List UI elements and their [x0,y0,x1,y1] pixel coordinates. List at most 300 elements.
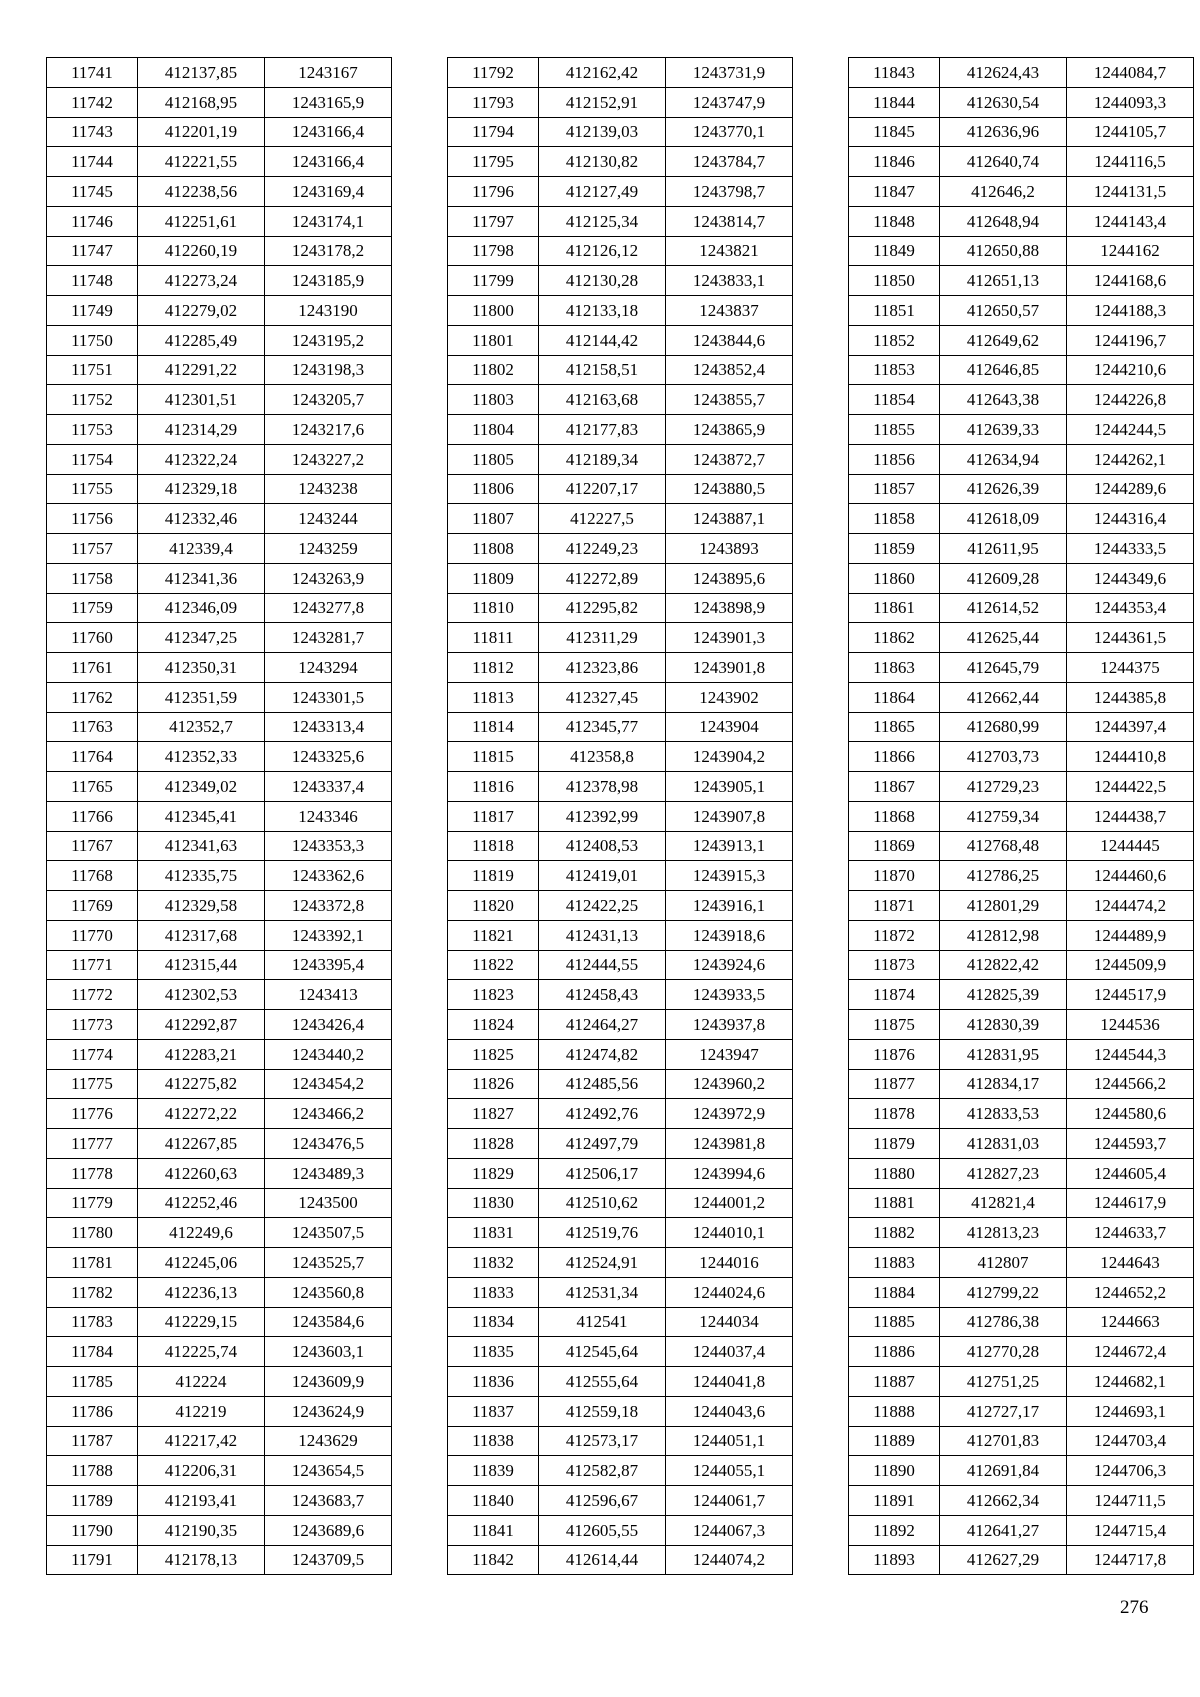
table-row [47,623,392,653]
x-coordinate-cell: 412339,4 [138,534,265,564]
x-coordinate-cell: 412759,34 [940,801,1067,831]
point-number-cell: 11834 [448,1307,539,1337]
x-coordinate-cell: 412650,88 [940,236,1067,266]
y-coordinate-cell: 1243814,7 [666,206,793,236]
point-number-cell: 11856 [849,444,940,474]
x-coordinate-cell: 412163,68 [539,385,666,415]
point-number-cell: 11885 [849,1307,940,1337]
point-number-cell: 11818 [448,831,539,861]
x-coordinate-cell: 412190,35 [138,1515,265,1545]
table-row [47,1010,392,1040]
x-coordinate-cell: 412295,82 [539,593,666,623]
table-row [849,58,1194,88]
x-coordinate-cell: 412506,17 [539,1158,666,1188]
point-number-cell: 11809 [448,563,539,593]
table-row [849,1188,1194,1218]
table-row [47,1099,392,1129]
y-coordinate-cell: 1243821 [666,236,793,266]
point-number-cell: 11827 [448,1099,539,1129]
y-coordinate-cell: 1244333,5 [1067,534,1194,564]
table-row [849,1248,1194,1278]
point-number-cell: 11799 [448,266,539,296]
point-number-cell: 11864 [849,682,940,712]
x-coordinate-cell: 412485,56 [539,1069,666,1099]
point-number-cell: 11892 [849,1515,940,1545]
point-number-cell: 11759 [47,593,138,623]
point-number-cell: 11806 [448,474,539,504]
point-number-cell: 11830 [448,1188,539,1218]
point-number-cell: 11850 [849,266,940,296]
table-row [849,206,1194,236]
table-row [849,920,1194,950]
table-row [849,325,1194,355]
table-row [849,1367,1194,1397]
point-number-cell: 11877 [849,1069,940,1099]
y-coordinate-cell: 1243855,7 [666,385,793,415]
table-row [849,653,1194,683]
x-coordinate-cell: 412822,42 [940,950,1067,980]
y-coordinate-cell: 1243887,1 [666,504,793,534]
table-row [448,801,793,831]
table-row [47,147,392,177]
point-number-cell: 11891 [849,1486,940,1516]
x-coordinate-cell: 412812,98 [940,920,1067,950]
point-number-cell: 11798 [448,236,539,266]
y-coordinate-cell: 1243880,5 [666,474,793,504]
point-number-cell: 11825 [448,1039,539,1069]
x-coordinate-cell: 412283,21 [138,1039,265,1069]
y-coordinate-cell: 1244438,7 [1067,801,1194,831]
y-coordinate-cell: 1244682,1 [1067,1367,1194,1397]
x-coordinate-cell: 412358,8 [539,742,666,772]
point-number-cell: 11773 [47,1010,138,1040]
table-row [849,1396,1194,1426]
table-row [849,950,1194,980]
y-coordinate-cell: 1243709,5 [265,1545,392,1575]
x-coordinate-cell: 412799,22 [940,1277,1067,1307]
x-coordinate-cell: 412177,83 [539,415,666,445]
x-coordinate-cell: 412221,55 [138,147,265,177]
point-number-cell: 11816 [448,772,539,802]
point-number-cell: 11744 [47,147,138,177]
x-coordinate-cell: 412643,38 [940,385,1067,415]
x-coordinate-cell: 412133,18 [539,296,666,326]
y-coordinate-cell: 1243937,8 [666,1010,793,1040]
y-coordinate-cell: 1243178,2 [265,236,392,266]
x-coordinate-cell: 412639,33 [940,415,1067,445]
x-coordinate-cell: 412260,63 [138,1158,265,1188]
table-row [849,831,1194,861]
table-row [448,1277,793,1307]
y-coordinate-cell: 1243440,2 [265,1039,392,1069]
y-coordinate-cell: 1243500 [265,1188,392,1218]
point-number-cell: 11826 [448,1069,539,1099]
point-number-cell: 11746 [47,206,138,236]
x-coordinate-cell: 412573,17 [539,1426,666,1456]
table-row [47,117,392,147]
y-coordinate-cell: 1243476,5 [265,1129,392,1159]
x-coordinate-cell: 412168,95 [138,87,265,117]
point-number-cell: 11823 [448,980,539,1010]
y-coordinate-cell: 1243454,2 [265,1069,392,1099]
x-coordinate-cell: 412219 [138,1396,265,1426]
table-row [47,742,392,772]
point-number-cell: 11849 [849,236,940,266]
point-number-cell: 11887 [849,1367,940,1397]
point-number-cell: 11801 [448,325,539,355]
y-coordinate-cell: 1243609,9 [265,1367,392,1397]
x-coordinate-cell: 412279,02 [138,296,265,326]
x-coordinate-cell: 412144,42 [539,325,666,355]
table-row [47,444,392,474]
x-coordinate-cell: 412786,25 [940,861,1067,891]
y-coordinate-cell: 1244652,2 [1067,1277,1194,1307]
table-row [849,980,1194,1010]
y-coordinate-cell: 1244617,9 [1067,1188,1194,1218]
y-coordinate-cell: 1243893 [666,534,793,564]
y-coordinate-cell: 1243185,9 [265,266,392,296]
table-row [448,1099,793,1129]
table-row [448,1515,793,1545]
x-coordinate-cell: 412431,13 [539,920,666,950]
y-coordinate-cell: 1244544,3 [1067,1039,1194,1069]
x-coordinate-cell: 412464,27 [539,1010,666,1040]
table-row [849,1129,1194,1159]
x-coordinate-cell: 412178,13 [138,1545,265,1575]
y-coordinate-cell: 1244517,9 [1067,980,1194,1010]
y-coordinate-cell: 1244055,1 [666,1456,793,1486]
table-row [849,1456,1194,1486]
table-row [849,385,1194,415]
point-number-cell: 11797 [448,206,539,236]
point-number-cell: 11820 [448,891,539,921]
table-row [47,801,392,831]
y-coordinate-cell: 1243413 [265,980,392,1010]
y-coordinate-cell: 1244605,4 [1067,1158,1194,1188]
y-coordinate-cell: 1244422,5 [1067,772,1194,802]
y-coordinate-cell: 1243603,1 [265,1337,392,1367]
x-coordinate-cell: 412311,29 [539,623,666,653]
x-coordinate-cell: 412559,18 [539,1396,666,1426]
y-coordinate-cell: 1243933,5 [666,980,793,1010]
point-number-cell: 11786 [47,1396,138,1426]
y-coordinate-cell: 1244717,8 [1067,1545,1194,1575]
point-number-cell: 11776 [47,1099,138,1129]
table-row [849,801,1194,831]
y-coordinate-cell: 1244361,5 [1067,623,1194,653]
point-number-cell: 11802 [448,355,539,385]
x-coordinate-cell: 412345,41 [138,801,265,831]
table-row [47,980,392,1010]
x-coordinate-cell: 412273,24 [138,266,265,296]
y-coordinate-cell: 1244349,6 [1067,563,1194,593]
table-row [849,504,1194,534]
y-coordinate-cell: 1243918,6 [666,920,793,950]
table-row [47,415,392,445]
table-row [849,1486,1194,1516]
y-coordinate-cell: 1243174,1 [265,206,392,236]
point-number-cell: 11811 [448,623,539,653]
x-coordinate-cell: 412302,53 [138,980,265,1010]
x-coordinate-cell: 412272,22 [138,1099,265,1129]
y-coordinate-cell: 1244244,5 [1067,415,1194,445]
table-row [47,236,392,266]
x-coordinate-cell: 412751,25 [940,1367,1067,1397]
x-coordinate-cell: 412301,51 [138,385,265,415]
table-row [849,534,1194,564]
coordinate-table-1 [46,57,392,1575]
x-coordinate-cell: 412729,23 [940,772,1067,802]
x-coordinate-cell: 412207,17 [539,474,666,504]
x-coordinate-cell: 412627,29 [940,1545,1067,1575]
point-number-cell: 11805 [448,444,539,474]
table-row [849,474,1194,504]
y-coordinate-cell: 1243898,9 [666,593,793,623]
x-coordinate-cell: 412626,39 [940,474,1067,504]
x-coordinate-cell: 412625,44 [940,623,1067,653]
x-coordinate-cell: 412519,76 [539,1218,666,1248]
x-coordinate-cell: 412555,64 [539,1367,666,1397]
x-coordinate-cell: 412807 [940,1248,1067,1278]
point-number-cell: 11767 [47,831,138,861]
x-coordinate-cell: 412206,31 [138,1456,265,1486]
x-coordinate-cell: 412351,59 [138,682,265,712]
x-coordinate-cell: 412392,99 [539,801,666,831]
x-coordinate-cell: 412341,36 [138,563,265,593]
x-coordinate-cell: 412497,79 [539,1129,666,1159]
x-coordinate-cell: 412224 [138,1367,265,1397]
y-coordinate-cell: 1243301,5 [265,682,392,712]
y-coordinate-cell: 1243901,8 [666,653,793,683]
table-row [849,1069,1194,1099]
x-coordinate-cell: 412322,24 [138,444,265,474]
y-coordinate-cell: 1243902 [666,682,793,712]
y-coordinate-cell: 1244226,8 [1067,385,1194,415]
table-row [849,1010,1194,1040]
x-coordinate-cell: 412193,41 [138,1486,265,1516]
table-row [448,653,793,683]
y-coordinate-cell: 1244289,6 [1067,474,1194,504]
x-coordinate-cell: 412605,55 [539,1515,666,1545]
point-number-cell: 11854 [849,385,940,415]
point-number-cell: 11872 [849,920,940,950]
point-number-cell: 11831 [448,1218,539,1248]
y-coordinate-cell: 1243731,9 [666,58,793,88]
point-number-cell: 11871 [849,891,940,921]
y-coordinate-cell: 1243346 [265,801,392,831]
y-coordinate-cell: 1244703,4 [1067,1426,1194,1456]
x-coordinate-cell: 412524,91 [539,1248,666,1278]
table-row [849,712,1194,742]
x-coordinate-cell: 412227,5 [539,504,666,534]
y-coordinate-cell: 1243294 [265,653,392,683]
point-number-cell: 11840 [448,1486,539,1516]
point-number-cell: 11778 [47,1158,138,1188]
x-coordinate-cell: 412275,82 [138,1069,265,1099]
y-coordinate-cell: 1243584,6 [265,1307,392,1337]
point-number-cell: 11810 [448,593,539,623]
point-number-cell: 11868 [849,801,940,831]
x-coordinate-cell: 412229,15 [138,1307,265,1337]
point-number-cell: 11780 [47,1218,138,1248]
point-number-cell: 11878 [849,1099,940,1129]
point-number-cell: 11783 [47,1307,138,1337]
x-coordinate-cell: 412158,51 [539,355,666,385]
x-coordinate-cell: 412152,91 [539,87,666,117]
x-coordinate-cell: 412680,99 [940,712,1067,742]
x-coordinate-cell: 412323,86 [539,653,666,683]
y-coordinate-cell: 1243947 [666,1039,793,1069]
point-number-cell: 11879 [849,1129,940,1159]
y-coordinate-cell: 1244067,3 [666,1515,793,1545]
point-number-cell: 11881 [849,1188,940,1218]
x-coordinate-cell: 412408,53 [539,831,666,861]
y-coordinate-cell: 1244375 [1067,653,1194,683]
x-coordinate-cell: 412813,23 [940,1218,1067,1248]
x-coordinate-cell: 412245,06 [138,1248,265,1278]
table-row [448,474,793,504]
table-row [849,1426,1194,1456]
point-number-cell: 11788 [47,1456,138,1486]
y-coordinate-cell: 1243683,7 [265,1486,392,1516]
table-row [448,563,793,593]
point-number-cell: 11784 [47,1337,138,1367]
table-row [448,415,793,445]
point-number-cell: 11815 [448,742,539,772]
x-coordinate-cell: 412139,03 [539,117,666,147]
y-coordinate-cell: 1244001,2 [666,1188,793,1218]
point-number-cell: 11836 [448,1367,539,1397]
point-number-cell: 11813 [448,682,539,712]
point-number-cell: 11790 [47,1515,138,1545]
y-coordinate-cell: 1243325,6 [265,742,392,772]
y-coordinate-cell: 1243901,3 [666,623,793,653]
table-row [47,593,392,623]
y-coordinate-cell: 1244116,5 [1067,147,1194,177]
x-coordinate-cell: 412249,23 [539,534,666,564]
table-row [47,296,392,326]
y-coordinate-cell: 1244706,3 [1067,1456,1194,1486]
point-number-cell: 11819 [448,861,539,891]
table-row [448,1248,793,1278]
x-coordinate-cell: 412217,42 [138,1426,265,1456]
table-row [448,504,793,534]
x-coordinate-cell: 412458,43 [539,980,666,1010]
y-coordinate-cell: 1244196,7 [1067,325,1194,355]
y-coordinate-cell: 1243913,1 [666,831,793,861]
y-coordinate-cell: 1244715,4 [1067,1515,1194,1545]
x-coordinate-cell: 412260,19 [138,236,265,266]
table-row [47,385,392,415]
x-coordinate-cell: 412770,28 [940,1337,1067,1367]
y-coordinate-cell: 1244131,5 [1067,177,1194,207]
x-coordinate-cell: 412345,77 [539,712,666,742]
y-coordinate-cell: 1243924,6 [666,950,793,980]
y-coordinate-cell: 1244580,6 [1067,1099,1194,1129]
table-row [47,831,392,861]
x-coordinate-cell: 412833,53 [940,1099,1067,1129]
point-number-cell: 11865 [849,712,940,742]
y-coordinate-cell: 1243560,8 [265,1277,392,1307]
table-row [849,444,1194,474]
coordinate-table-2 [447,57,793,1575]
x-coordinate-cell: 412703,73 [940,742,1067,772]
table-row [849,1307,1194,1337]
point-number-cell: 11782 [47,1277,138,1307]
point-number-cell: 11847 [849,177,940,207]
point-number-cell: 11808 [448,534,539,564]
table-row [448,296,793,326]
point-number-cell: 11814 [448,712,539,742]
point-number-cell: 11874 [849,980,940,1010]
x-coordinate-cell: 412596,67 [539,1486,666,1516]
x-coordinate-cell: 412125,34 [539,206,666,236]
table-row [47,563,392,593]
y-coordinate-cell: 1243624,9 [265,1396,392,1426]
y-coordinate-cell: 1244643 [1067,1248,1194,1278]
x-coordinate-cell: 412614,52 [940,593,1067,623]
point-number-cell: 11883 [849,1248,940,1278]
point-number-cell: 11842 [448,1545,539,1575]
point-number-cell: 11752 [47,385,138,415]
y-coordinate-cell: 1243353,3 [265,831,392,861]
point-number-cell: 11853 [849,355,940,385]
x-coordinate-cell: 412609,28 [940,563,1067,593]
point-number-cell: 11846 [849,147,940,177]
y-coordinate-cell: 1243195,2 [265,325,392,355]
table-row [47,712,392,742]
table-row [47,920,392,950]
x-coordinate-cell: 412419,01 [539,861,666,891]
point-number-cell: 11888 [849,1396,940,1426]
point-number-cell: 11751 [47,355,138,385]
x-coordinate-cell: 412422,25 [539,891,666,921]
x-coordinate-cell: 412727,17 [940,1396,1067,1426]
point-number-cell: 11860 [849,563,940,593]
table-row [47,1277,392,1307]
point-number-cell: 11747 [47,236,138,266]
table-row [47,355,392,385]
table-row [448,861,793,891]
table-row [448,147,793,177]
y-coordinate-cell: 1244262,1 [1067,444,1194,474]
y-coordinate-cell: 1243852,4 [666,355,793,385]
coordinate-table-3 [848,57,1194,1575]
x-coordinate-cell: 412645,79 [940,653,1067,683]
x-coordinate-cell: 412701,83 [940,1426,1067,1456]
point-number-cell: 11796 [448,177,539,207]
x-coordinate-cell: 412189,34 [539,444,666,474]
table-row [448,1158,793,1188]
x-coordinate-cell: 412329,18 [138,474,265,504]
y-coordinate-cell: 1244460,6 [1067,861,1194,891]
x-coordinate-cell: 412291,22 [138,355,265,385]
y-coordinate-cell: 1244445 [1067,831,1194,861]
x-coordinate-cell: 412640,74 [940,147,1067,177]
point-number-cell: 11817 [448,801,539,831]
point-number-cell: 11789 [47,1486,138,1516]
point-number-cell: 11779 [47,1188,138,1218]
x-coordinate-cell: 412267,85 [138,1129,265,1159]
y-coordinate-cell: 1243629 [265,1426,392,1456]
table-row [448,1337,793,1367]
x-coordinate-cell: 412786,38 [940,1307,1067,1337]
y-coordinate-cell: 1243872,7 [666,444,793,474]
x-coordinate-cell: 412646,2 [940,177,1067,207]
x-coordinate-cell: 412335,75 [138,861,265,891]
y-coordinate-cell: 1243770,1 [666,117,793,147]
point-number-cell: 11812 [448,653,539,683]
